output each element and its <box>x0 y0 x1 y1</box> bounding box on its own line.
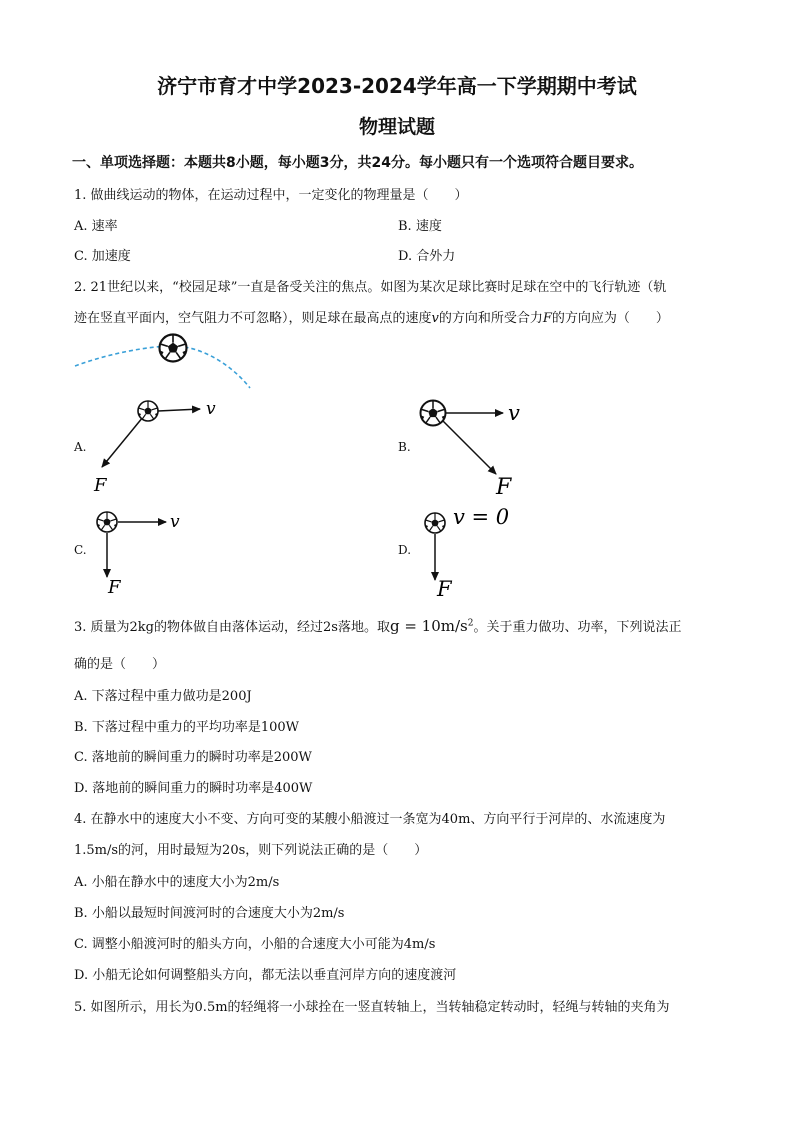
soccer-ball-icon <box>138 401 158 421</box>
velocity-zero-label: v = 0 <box>453 505 510 529</box>
gravity-exponent: 2 <box>467 618 474 629</box>
question-3-stem-text: 。关于重力做功、功率，下列说法正 <box>473 620 682 635</box>
velocity-arrow <box>158 409 200 411</box>
question-3-option-a: A. 下落过程中重力做功是200J <box>74 689 252 704</box>
force-arrow <box>440 418 496 474</box>
page-title: 济宁市育才中学2023-2024学年高一下学期期中考试 <box>157 74 637 98</box>
force-symbol: F <box>542 311 552 326</box>
section-heading: 一、单项选择题：本题共8小题，每小题3分，共24分。每小题只有一个选项符合题目要求。 <box>72 155 643 171</box>
force-label: F <box>437 577 452 600</box>
force-label: F <box>94 475 107 495</box>
soccer-ball-icon <box>425 513 445 533</box>
question-2-stem-text: 迹在竖直平面内，空气阻力不可忽略），则足球在最高点的速度 <box>74 311 432 326</box>
page-subtitle: 物理试题 <box>358 116 435 138</box>
force-label: F <box>108 577 121 598</box>
question-1-option-a: A. 速率 <box>74 219 118 234</box>
soccer-ball-icon <box>160 334 187 361</box>
question-3-stem-line2: 确的是（ ） <box>74 657 166 672</box>
question-2-stem-text: 的方向应为（ ） <box>551 311 669 326</box>
question-3-option-d: D. 落地前的瞬间重力的瞬时功率是400W <box>74 781 313 796</box>
question-2-option-d-label: D. <box>398 543 412 557</box>
question-4-option-a: A. 小船在静水中的速度大小为2m/s <box>74 875 280 890</box>
question-3-stem-line1 <box>74 616 681 635</box>
soccer-ball-icon <box>97 512 117 532</box>
velocity-label: v <box>206 399 216 419</box>
option-d-diagram <box>415 500 525 600</box>
option-c-diagram <box>90 505 200 600</box>
option-a-diagram <box>88 395 228 495</box>
question-1-option-c: C. 加速度 <box>74 249 131 264</box>
trajectory-figure <box>70 328 260 393</box>
velocity-symbol: v <box>431 311 439 326</box>
question-2-stem-line1: 2. 21世纪以来，“校园足球”一直是备受关注的焦点。如图为某次足球比赛时足球在空中的飞行轨迹（轨 <box>74 280 667 295</box>
question-2-stem-line2 <box>74 307 669 326</box>
question-1-stem: 1. 做曲线运动的物体，在运动过程中，一定变化的物理量是（ ） <box>74 188 468 203</box>
velocity-label: v <box>508 401 520 425</box>
question-4-stem-line1: 4. 在静水中的速度大小不变、方向可变的某艘小船渡过一条宽为40m、方向平行于河岸的、水流速度为 <box>74 812 666 827</box>
question-3-option-b: B. 下落过程中重力的平均功率是100W <box>74 720 299 735</box>
question-4-option-b: B. 小船以最短时间渡河时的合速度大小为2m/s <box>74 906 345 921</box>
force-label: F <box>496 475 512 497</box>
question-4-option-c: C. 调整小船渡河时的船头方向，小船的合速度大小可能为4m/s <box>74 937 436 952</box>
question-2-option-a-label: A. <box>74 440 87 454</box>
question-3-option-c: C. 落地前的瞬间重力的瞬时功率是200W <box>74 750 312 765</box>
question-2-option-b-label: B. <box>398 440 411 454</box>
velocity-label: v <box>170 512 180 532</box>
question-1-option-d: D. 合外力 <box>398 249 456 264</box>
force-arrow <box>102 417 143 467</box>
question-2-option-c-label: C. <box>74 543 87 557</box>
gravity-expression: g = 10m/s <box>389 617 468 635</box>
question-4-stem-line2: 1.5m/s的河，用时最短为20s，则下列说法正确的是（ ） <box>74 843 428 858</box>
question-2-stem-text: 的方向和所受合力 <box>438 311 543 326</box>
option-b-diagram <box>410 392 550 497</box>
question-5-stem-line1: 5. 如图所示，用长为0.5m的轻绳将一小球拴在一竖直转轴上，当转轴稳定转动时，轻绳与转轴的夹角为 <box>74 1000 670 1015</box>
question-1-option-b: B. 速度 <box>398 219 442 234</box>
question-4-option-d: D. 小船无论如何调整船头方向，都无法以垂直河岸方向的速度渡河 <box>74 968 457 983</box>
question-3-stem-text: 3. 质量为2kg的物体做自由落体运动，经过2s落地。取 <box>74 620 390 635</box>
soccer-ball-icon <box>421 400 446 425</box>
